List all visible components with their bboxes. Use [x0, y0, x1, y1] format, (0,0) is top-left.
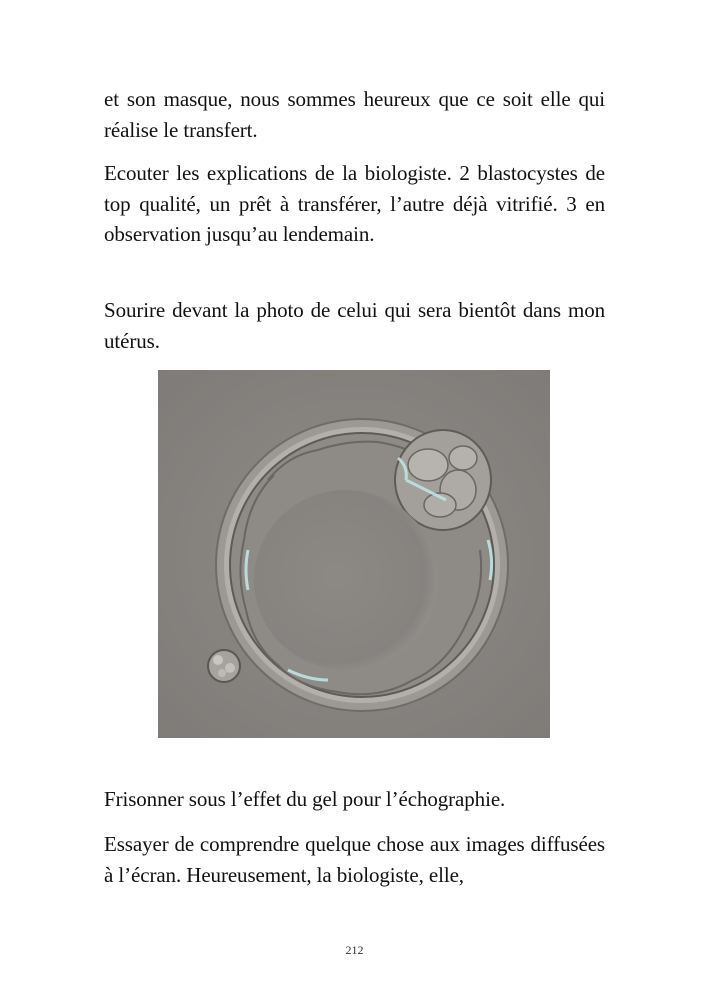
blastocyst-photo — [158, 370, 550, 738]
blastocyst-illustration — [158, 370, 550, 738]
paragraph-biologist-explanations: Ecouter les explications de la biologiste. 2 blastocystes de top qualité, un prêt à transférer, l’autre déjà vitrifié. 3 en observation jusqu’au lendemain. — [104, 161, 605, 246]
cell-fragment — [208, 650, 240, 682]
paragraph-photo: Sourire devant la photo de celui qui sera bientôt dans mon utérus. — [104, 298, 605, 353]
paragraph-gel: Frisonner sous l’effet du gel pour l’échographie. — [104, 787, 506, 811]
paragraph-transfer: et son masque, nous sommes heureux que ce soit elle qui réalise le transfert. — [104, 87, 605, 142]
paragraph-screen-images: Essayer de comprendre quelque chose aux images diffusées à l’écran. Heureusement, la biologiste, elle, — [104, 832, 605, 887]
page-number: 212 — [345, 943, 364, 957]
blastocoel-cavity — [254, 490, 438, 670]
